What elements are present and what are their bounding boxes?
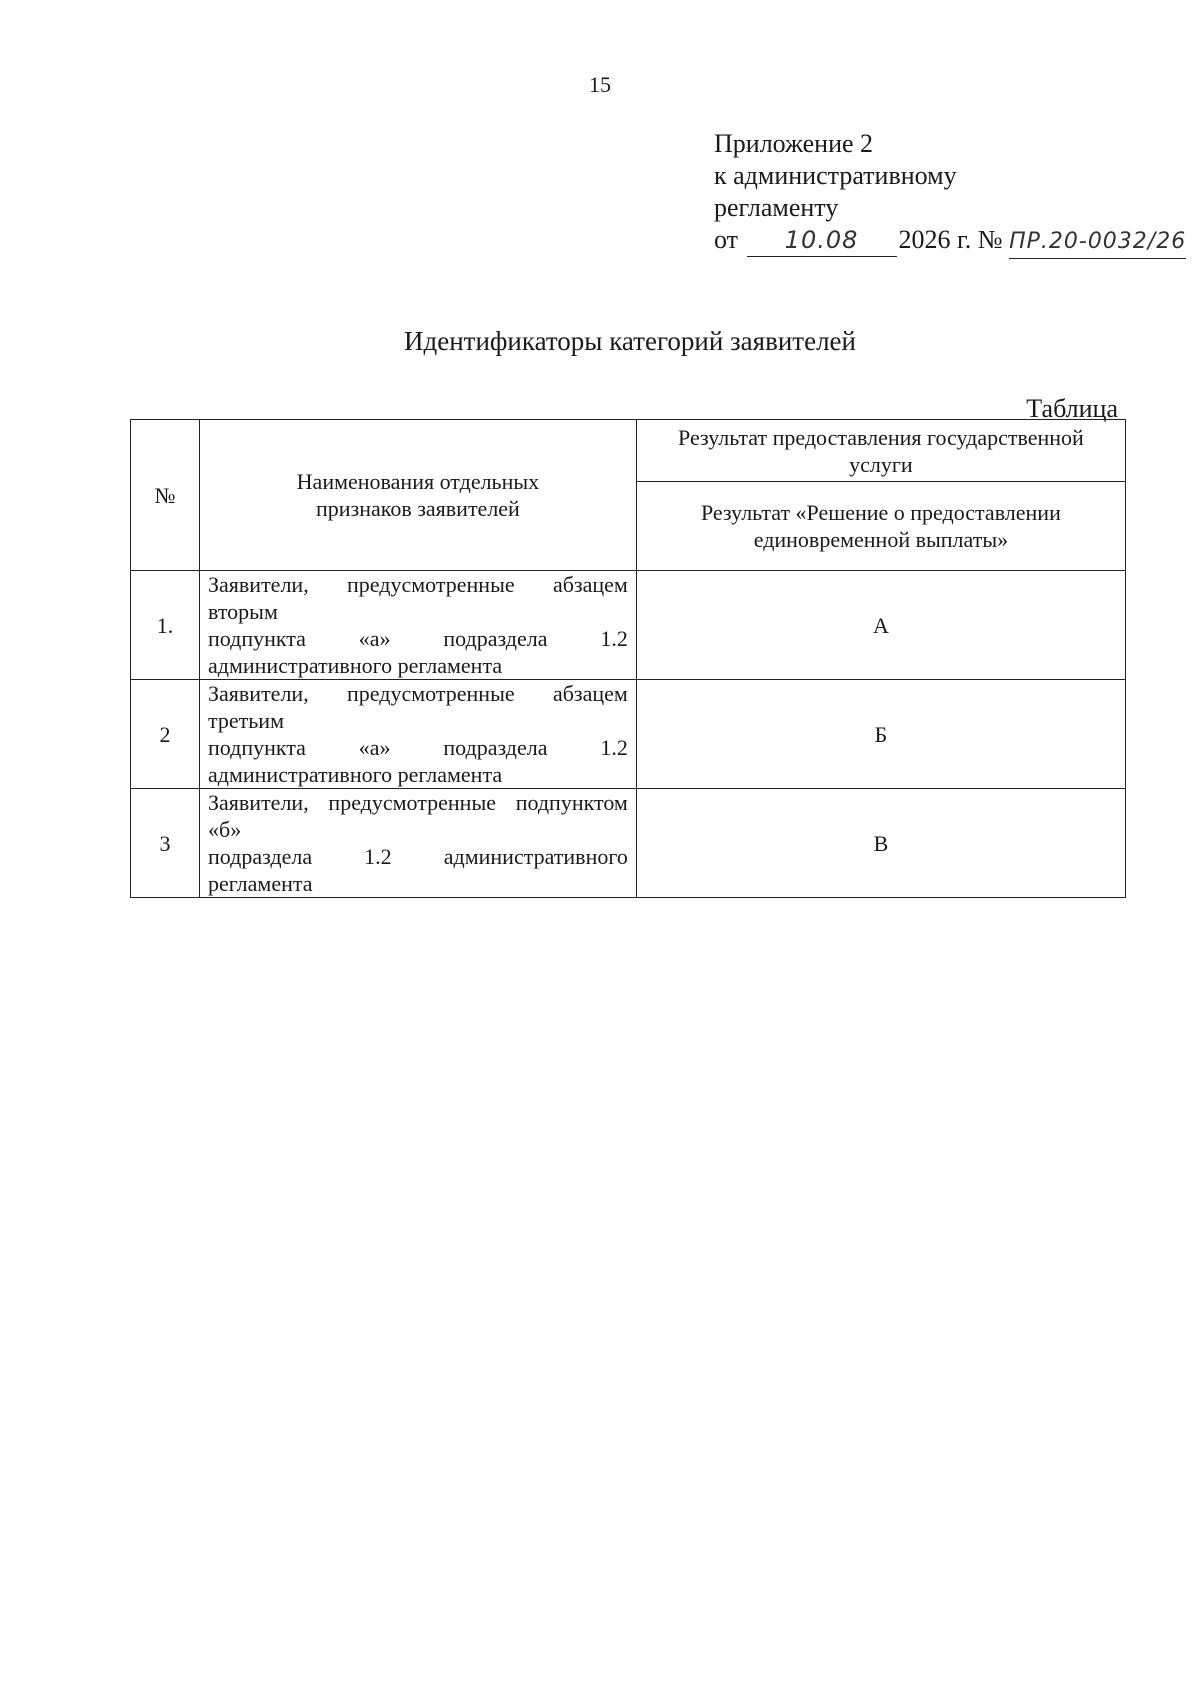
row-result: Б	[636, 680, 1125, 789]
criteria-line: подпункта «а» подраздела 1.2	[208, 626, 628, 651]
appendix-title: Приложение 2	[714, 129, 874, 158]
row-result: В	[636, 789, 1125, 898]
header-result-group: Результат предоставления государственной услуги	[636, 420, 1125, 482]
header-result: Результат «Решение о предоставлении единовременной выплаты»	[636, 482, 1125, 571]
criteria-line: подраздела 1.2 административного регламента	[208, 844, 628, 896]
page-number: 15	[589, 72, 611, 97]
applicant-categories-table	[130, 419, 1126, 898]
row-criteria	[200, 680, 637, 789]
date-prefix: от	[714, 225, 739, 254]
header-num: №	[131, 420, 200, 571]
appendix-line-3: регламенту	[714, 193, 839, 222]
row-number: 2	[131, 680, 200, 789]
criteria-line: административного регламента	[208, 762, 503, 787]
appendix-line-2: к административному	[714, 161, 957, 190]
row-criteria	[200, 571, 637, 680]
row-result: А	[636, 571, 1125, 680]
criteria-line: Заявители, предусмотренные абзацем вторым	[208, 572, 628, 624]
document-title: Идентификаторы категорий заявителей	[404, 326, 856, 356]
row-criteria	[200, 789, 637, 898]
table-row	[131, 789, 1126, 898]
criteria-line: Заявители, предусмотренные подпунктом «б»	[208, 790, 628, 842]
table-row	[131, 571, 1126, 680]
year-text: 2026 г. №	[898, 225, 1003, 254]
handwritten-date: 10.08	[747, 224, 897, 257]
appendix-date-line	[714, 224, 1186, 259]
table-row	[131, 680, 1126, 789]
criteria-line: административного регламента	[208, 653, 503, 678]
table-caption: Таблица	[1026, 394, 1118, 423]
header-criteria: Наименования отдельных признаков заявителей	[200, 420, 637, 571]
handwritten-number: ПР.20-0032/26	[1009, 226, 1186, 259]
criteria-line: подпункта «а» подраздела 1.2	[208, 735, 628, 760]
appendix-block	[714, 128, 1186, 259]
criteria-line: Заявители, предусмотренные абзацем третьим	[208, 681, 628, 733]
table-header-row	[131, 420, 1126, 482]
row-number: 1.	[131, 571, 200, 680]
row-number: 3	[131, 789, 200, 898]
